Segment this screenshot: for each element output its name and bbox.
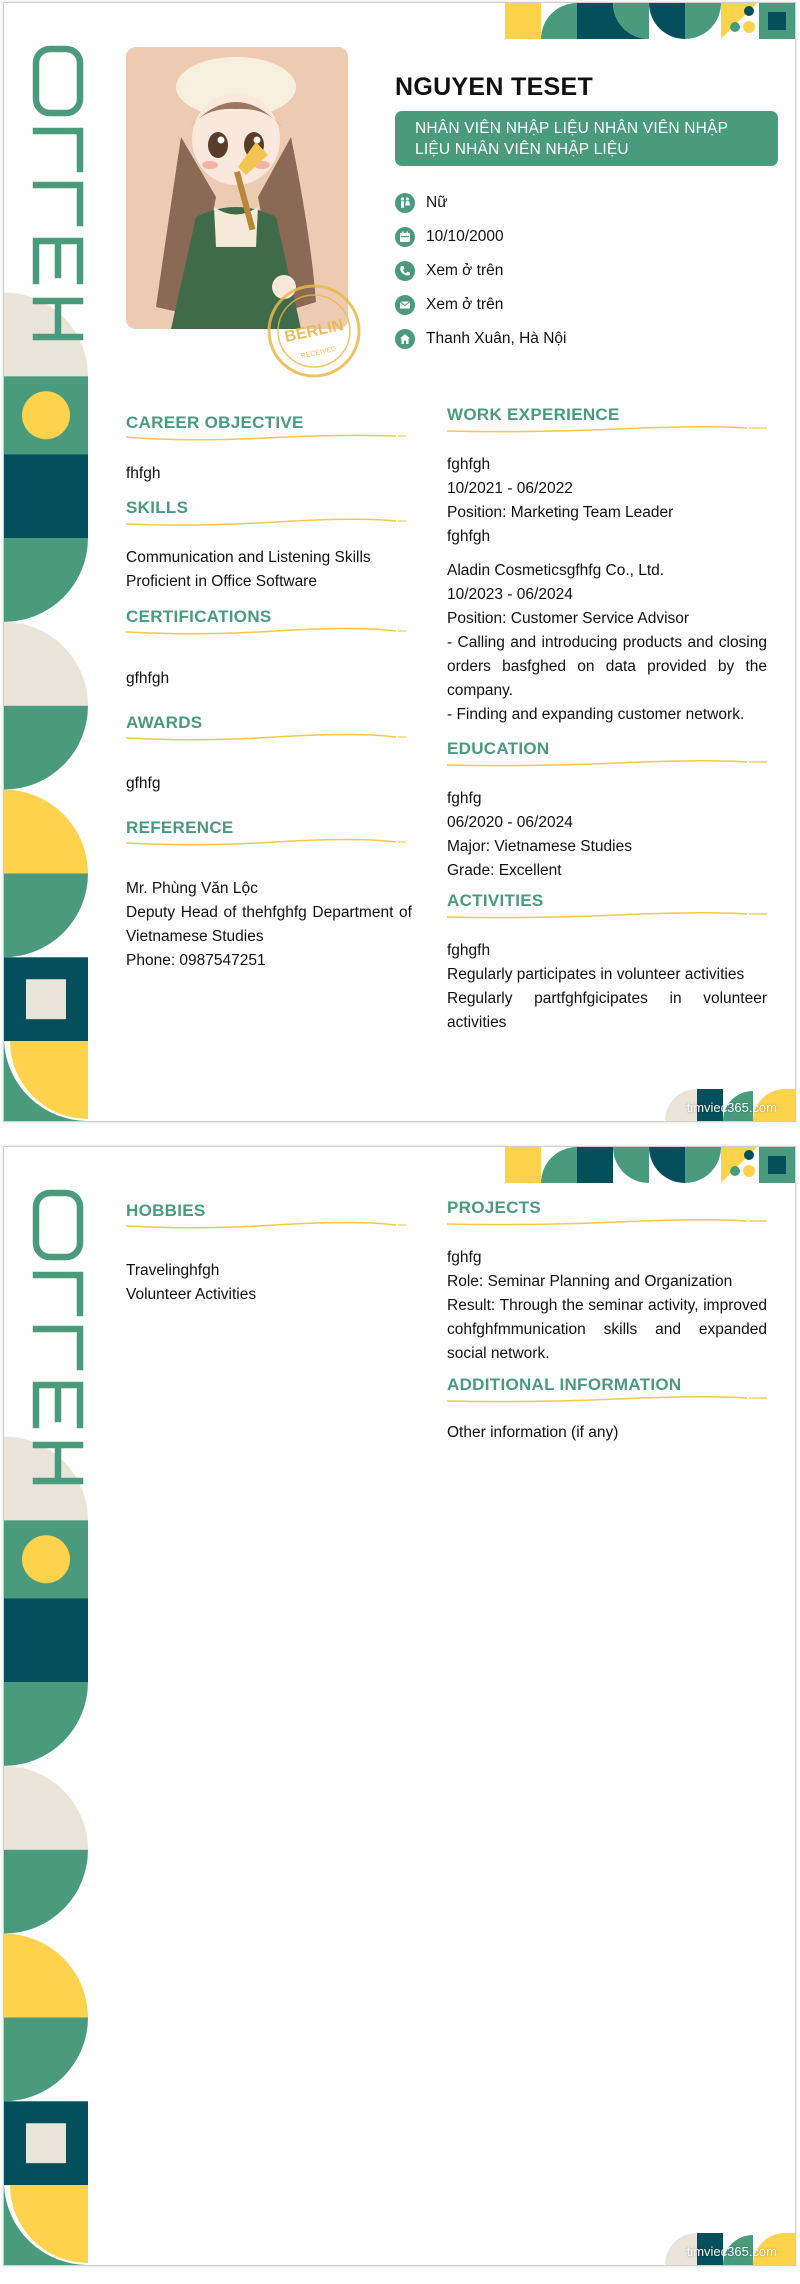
activity-name: fghgfh bbox=[447, 942, 491, 959]
hobbies-title: HOBBIES bbox=[126, 1201, 206, 1220]
project-result: Result: Through the seminar activity, improved cohfghfmmunication skills and expanded social network. bbox=[447, 1297, 767, 1362]
section-underline bbox=[126, 1221, 406, 1231]
address-value: Thanh Xuân, Hà Nội bbox=[426, 330, 567, 347]
svg-text:BERLIN: BERLIN bbox=[283, 316, 346, 346]
svg-text:RECEIVED: RECEIVED bbox=[300, 345, 337, 361]
job-description: fghfgh bbox=[447, 528, 491, 545]
email-value: Xem ở trên bbox=[426, 296, 504, 313]
education-major: Major: Vietnamese Studies bbox=[447, 838, 632, 855]
watermark: timviec365.com bbox=[686, 2244, 777, 2259]
skill-item: Communication and Listening Skills bbox=[126, 549, 371, 566]
section-underline bbox=[126, 518, 406, 528]
section-underline bbox=[447, 759, 767, 769]
phone-icon bbox=[395, 261, 415, 281]
info-phone bbox=[395, 254, 566, 288]
reference-name: Mr. Phùng Văn Lộc bbox=[126, 880, 258, 897]
career-objective-title: CAREER OBJECTIVE bbox=[126, 413, 304, 432]
cv-page-2 bbox=[3, 1146, 796, 2266]
reference-role: Deputy Head of thehfghfg Department of Vietnamese Studies bbox=[126, 904, 412, 945]
top-right-decor bbox=[505, 3, 795, 39]
section-underline bbox=[126, 733, 406, 743]
awards-text: gfhfg bbox=[126, 775, 161, 792]
certifications-title: CERTIFICATIONS bbox=[126, 607, 272, 626]
job-period: 10/2023 - 06/2024 bbox=[447, 586, 573, 603]
info-birthday bbox=[395, 220, 566, 254]
profile-photo-frame bbox=[126, 47, 348, 361]
job-position: Position: Customer Service Advisor bbox=[447, 610, 690, 627]
section-underline bbox=[126, 627, 406, 637]
info-gender bbox=[395, 186, 566, 220]
cv-page-1 bbox=[3, 2, 796, 1122]
job-company: fghfgh bbox=[447, 456, 491, 473]
activity-line: Regularly partfghfgicipates in volunteer activities bbox=[447, 990, 767, 1031]
watermark: timviec365.com bbox=[686, 1100, 777, 1115]
skills-title: SKILLS bbox=[126, 498, 189, 517]
home-icon bbox=[395, 329, 415, 349]
personal-info-list bbox=[395, 186, 566, 356]
section-underline bbox=[126, 838, 406, 848]
info-address bbox=[395, 322, 566, 356]
certifications-text: gfhfgh bbox=[126, 670, 170, 687]
activity-line: Regularly participates in volunteer activities bbox=[447, 966, 745, 983]
education-title: EDUCATION bbox=[447, 739, 550, 758]
phone-value: Xem ở trên bbox=[426, 262, 504, 279]
education-period: 06/2020 - 06/2024 bbox=[447, 814, 573, 831]
info-email bbox=[395, 288, 566, 322]
hello-vertical-text bbox=[30, 43, 90, 343]
skill-item: Proficient in Office Software bbox=[126, 573, 317, 590]
hello-vertical-text bbox=[30, 1187, 90, 1487]
job-company: Aladin Cosmeticsgfhfg Co., Ltd. bbox=[447, 562, 665, 579]
additional-info-title: ADDITIONAL INFORMATION bbox=[447, 1375, 682, 1394]
calendar-icon bbox=[395, 227, 415, 247]
gender-icon bbox=[395, 193, 415, 213]
section-underline bbox=[447, 1218, 767, 1228]
work-experience-title: WORK EXPERIENCE bbox=[447, 405, 620, 424]
reference-phone: Phone: 0987547251 bbox=[126, 952, 266, 969]
desired-position-badge: NHÂN VIÊN NHẬP LIỆU NHÂN VIÊN NHẬP LIỆU NHÂN VIÊN NHẬP LIỆU bbox=[395, 111, 778, 166]
project-role: Role: Seminar Planning and Organization bbox=[447, 1273, 733, 1290]
candidate-name: NGUYEN TESET bbox=[395, 73, 594, 101]
gender-value: Nữ bbox=[426, 194, 448, 211]
awards-title: AWARDS bbox=[126, 713, 203, 732]
job-description: - Finding and expanding customer network. bbox=[447, 706, 745, 723]
reference-title: REFERENCE bbox=[126, 818, 234, 837]
activities-title: ACTIVITIES bbox=[447, 891, 544, 910]
hobby-item: Travelinghfgh bbox=[126, 1262, 220, 1279]
section-underline bbox=[126, 433, 406, 443]
project-name: fghfg bbox=[447, 1249, 482, 1266]
section-underline bbox=[447, 1395, 767, 1405]
email-icon bbox=[395, 295, 415, 315]
projects-title: PROJECTS bbox=[447, 1198, 542, 1217]
hobby-item: Volunteer Activities bbox=[126, 1286, 257, 1303]
job-period: 10/2021 - 06/2022 bbox=[447, 480, 573, 497]
birthday-value: 10/10/2000 bbox=[426, 228, 504, 245]
job-position: Position: Marketing Team Leader bbox=[447, 504, 674, 521]
job-description: - Calling and introducing products and closing orders basfghed on data provided by the company. bbox=[447, 634, 767, 699]
section-underline bbox=[447, 425, 767, 435]
additional-info-text: Other information (if any) bbox=[447, 1424, 619, 1441]
section-underline bbox=[447, 911, 767, 921]
education-school: fghfg bbox=[447, 790, 482, 807]
career-objective-text: fhfgh bbox=[126, 465, 161, 482]
berlin-stamp-seal bbox=[264, 281, 364, 381]
education-grade: Grade: Excellent bbox=[447, 862, 562, 879]
top-right-decor bbox=[505, 1147, 795, 1183]
